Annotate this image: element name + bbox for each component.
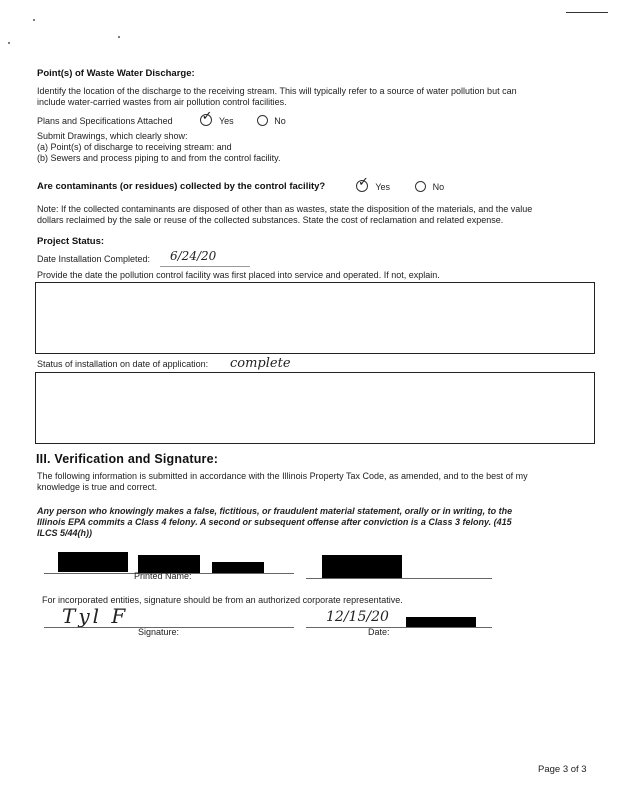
discharge-instruction-cont: include water-carried wastes from air pollution control facilities. [37, 97, 287, 107]
installation-status-value: complete [230, 356, 291, 371]
felony-warning-cont: Illinois EPA commits a Class 4 felony. A second or subsequent offense after conviction is a Class 3 felony. (415 [37, 517, 512, 527]
discharge-instruction: Identify the location of the discharge to the receiving stream. This will typically refer to a source of water pollution but can [37, 86, 517, 96]
contaminants-question: Are contaminants (or residues) collected by the control facility? [37, 181, 326, 192]
redacted-title [322, 555, 402, 579]
scan-speck [118, 36, 120, 38]
verification-heading: III. Verification and Signature: [36, 452, 219, 466]
felony-warning-citation: ILCS 5/44(h)) [37, 528, 93, 538]
contaminants-note-cont: dollars reclaimed by the sale or reuse of the collected substances. State the cost of reclamation and related expense. [37, 215, 504, 225]
contaminants-yes-radio[interactable] [356, 175, 369, 192]
checkmark-icon: ✓ [201, 109, 213, 124]
discharge-heading: Point(s) of Waste Water Discharge: [37, 68, 195, 79]
plans-yes-label: Yes [218, 116, 234, 126]
plans-yes-radio[interactable] [200, 109, 213, 126]
title-line [306, 578, 492, 579]
corporate-rep-note: For incorporated entities, signature should be from an authorized corporate representative. [42, 595, 403, 605]
contaminants-no-label: No [432, 182, 445, 192]
drawings-item-a: (a) Point(s) of discharge to receiving stream: and [37, 142, 232, 152]
scan-speck [33, 19, 35, 21]
redacted-name-part-1 [58, 552, 128, 572]
contaminants-note: Note: If the collected contaminants are disposed of other than as wastes, state the disposition of the materials, and the value [37, 204, 533, 214]
checkmark-icon: ✓ [358, 175, 369, 190]
verification-text-cont: knowledge is true and correct. [37, 482, 158, 492]
project-status-heading: Project Status: [37, 236, 105, 247]
signature-value: Tyl F [62, 604, 129, 628]
installation-status-label: Status of installation on date of application: [37, 359, 209, 369]
date-installation-label: Date Installation Completed: [37, 254, 151, 264]
date-line [306, 627, 492, 628]
drawings-item-b: (b) Sewers and process piping to and from the control facility. [37, 153, 281, 163]
top-right-rule [566, 12, 608, 13]
contaminants-options [356, 175, 445, 193]
explanation-box[interactable] [35, 282, 595, 354]
plans-no-radio[interactable] [257, 115, 268, 126]
plans-attached-row [37, 109, 286, 127]
signature-date-value: 12/15/20 [326, 609, 389, 625]
printed-name-label: Printed Name: [134, 571, 192, 581]
status-box[interactable] [35, 372, 595, 444]
date-label: Date: [368, 627, 390, 637]
page-number: Page 3 of 3 [538, 764, 587, 775]
felony-warning: Any person who knowingly makes a false, fictitious, or fraudulent material statement, orally or in writing, to the [37, 506, 513, 516]
plans-attached-label: Plans and Specifications Attached [37, 116, 173, 126]
verification-text: The following information is submitted in accordance with the Illinois Property Tax Code, as amended, and to the best of my [37, 471, 528, 481]
signature-label: Signature: [138, 627, 180, 637]
contaminants-yes-label: Yes [375, 182, 391, 192]
date-installation-value: 6/24/20 [170, 249, 217, 263]
drawings-intro: Submit Drawings, which clearly show: [37, 131, 188, 141]
scan-speck [8, 42, 10, 44]
contaminants-no-radio[interactable] [415, 181, 426, 192]
redacted-name-part-3 [212, 562, 264, 573]
service-date-prompt: Provide the date the pollution control facility was first placed into service and operated. If not, explain. [37, 270, 440, 280]
plans-no-label: No [274, 116, 286, 126]
date-installation-underline [160, 266, 250, 267]
